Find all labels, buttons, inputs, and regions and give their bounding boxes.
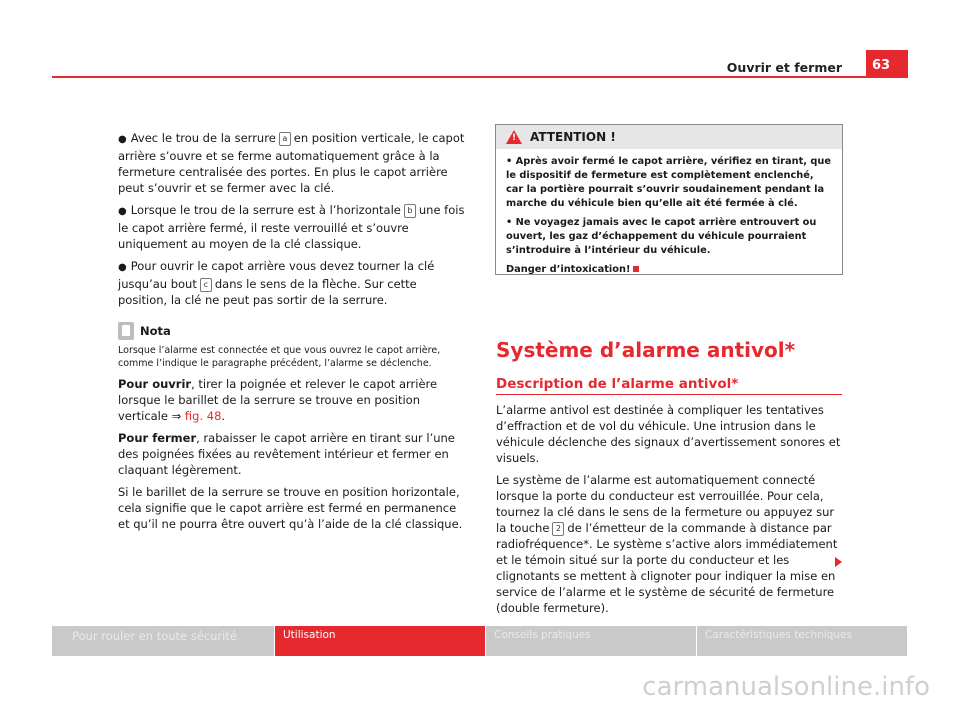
bullet-icon: ● (118, 134, 127, 145)
tab-technical-data[interactable]: Caractéristiques techniques (697, 626, 908, 656)
bullet-icon: ● (118, 262, 127, 273)
bullet-icon: ● (118, 206, 127, 217)
list-item: ● Avec le trou de la serrure a en position verticale, le capot arrière s’ouvre et se ferme automatiquement grâce à la fermeture centralisée des portes. En plus le capot arrière peut s’ouvrir et se fermer avec la clé. (118, 131, 465, 195)
subsection-rule (496, 394, 842, 395)
left-column (118, 130, 466, 538)
footer-tabs (52, 626, 908, 656)
tab-operation[interactable]: Utilisation (275, 626, 486, 656)
section-heading: Système d’alarme antivol* (496, 338, 796, 362)
note-text: Lorsque l’alarme est connectée et que vous ouvrez le capot arrière, comme l’indique le paragraphe précédent, l’alarme se déclenche. (118, 345, 441, 369)
note-title: Nota (140, 324, 171, 338)
warning-item: • Après avoir fermé le capot arrière, vérifiez en tirant, que le dispositif de fermeture est complètement enclenché, car la portière pourrait s’ouvrir soudainement pendant la marche du véhicule bien qu’elle ait été fermée à clé. (506, 156, 832, 209)
page-number: 63 (866, 50, 908, 78)
list-item: ● Pour ouvrir le capot arrière vous devez tourner la clé jusqu’au bout c dans le sens de la flèche. Sur cette position, la clé ne peut pas sortir de la serrure. (118, 259, 435, 307)
warning-box (495, 124, 843, 275)
subsection-heading: Description de l’alarme antivol* (496, 376, 739, 392)
tab-safety[interactable]: Pour rouler en toute sécurité (52, 626, 275, 656)
paragraph: L’alarme antivol est destinée à compliquer les tentatives d’effraction et de vol du véhicule. Une intrusion dans le véhicule déclenche des signaux d’avertissement sonores et visuels. (496, 403, 841, 465)
close-paragraph: Pour fermer, rabaisser le capot arrière en tirant sur l’une des poignées fixées au revêtement intérieur et fermer en claquant légèrement. (118, 431, 455, 477)
page-title: Ouvrir et fermer (726, 60, 842, 75)
key-a-icon: a (279, 132, 291, 146)
key-c-icon: c (200, 278, 212, 292)
warning-item: Danger d’intoxication! (506, 263, 834, 277)
warning-title: ATTENTION ! (530, 130, 616, 144)
paragraph: Le système de l’alarme est automatiquement connecté lorsque la porte du conducteur est verrouillée. Pour cela, tournez la clé dans le sens de la fermeture ou appuyez sur la touche 2 de l’émetteur de la commande à distance par radiofréquence*. Le système s’active alors immédiatement et le témoin situé sur la porte du conducteur et les clignotants se mettent à clignoter pour indiquer la mise en service de l’alarme et le système de sécurité de fermeture (double fermeture). (496, 473, 838, 615)
open-paragraph: Pour ouvrir, tirer la poignée et relever le capot arrière lorsque le barillet de la serrure se trouve en position verticale ⇒ fig. 48. (118, 377, 438, 423)
warning-header (496, 125, 842, 149)
end-square-icon (633, 266, 639, 272)
key-b-icon: b (404, 204, 416, 218)
warning-icon (506, 130, 522, 144)
right-column (496, 402, 842, 622)
continue-arrow-icon (835, 557, 842, 567)
watermark: carmanualsonline.info (642, 672, 930, 702)
tab-practical-tips[interactable]: Conseils pratiques (486, 626, 697, 656)
header-rule (52, 76, 908, 78)
figure-link[interactable]: fig. 48 (184, 409, 222, 423)
last-paragraph: Si le barillet de la serrure se trouve en position horizontale, cela signifie que le capot arrière est fermé en permanence et qu’il ne pourra être ouvert qu’à l’aide de la clé classique. (118, 485, 463, 531)
list-item: ● Lorsque le trou de la serrure est à l’horizontale b une fois le capot arrière fermé, il reste verrouillé et s’ouvre uniquement au moyen de la clé classique. (118, 203, 465, 251)
note-icon (118, 322, 134, 340)
warning-item: • Ne voyagez jamais avec le capot arrière entrouvert ou ouvert, les gaz d’échappement du véhicule pourraient s’introduire à l’intérieur du véhicule. (506, 217, 817, 256)
note-header (118, 322, 466, 340)
key-2-icon: 2 (552, 522, 564, 536)
warning-body (496, 149, 842, 277)
